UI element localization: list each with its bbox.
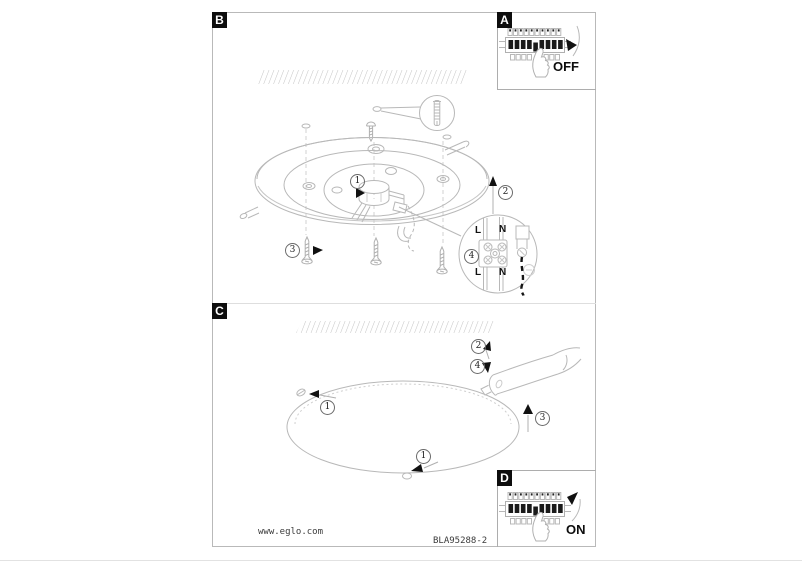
website-text: www.eglo.com [258, 527, 324, 537]
switch-off-arrow-icon [566, 26, 579, 56]
pressing-hand [489, 344, 582, 397]
spring-hook-right [445, 141, 469, 155]
step1-left-arrow-icon [309, 390, 319, 398]
wire-l-top-label: L [475, 225, 482, 236]
ceiling-hatch-b [256, 70, 468, 84]
mounting-screws [302, 237, 447, 274]
spring-hook-left [239, 207, 259, 220]
step2-arrow-icon [489, 176, 497, 214]
step-1-badge-c-left: 1 [320, 400, 335, 415]
step-2-badge-c: 2 [471, 339, 486, 354]
panel-d-label: D [497, 470, 512, 486]
panel-a-label: A [497, 12, 512, 28]
wall-plug-icon [433, 101, 441, 126]
plug-hole-marker-left [302, 124, 310, 128]
wire-n-top-label: N [499, 224, 507, 235]
step-1-badge-c-bottom: 1 [416, 449, 431, 464]
glass-clip-left [296, 388, 307, 398]
wall-plug-callout [373, 96, 455, 131]
step-4-badge-wiring: 4 [464, 249, 479, 264]
screw-top-icon [367, 122, 376, 141]
glass-clip-bottom [403, 473, 412, 479]
document-code-text: BLA95288-2 [433, 536, 488, 546]
step3-arrow-icon [313, 246, 323, 255]
step-2-badge-b: 2 [498, 185, 513, 200]
wire-l-bottom-label: L [475, 267, 482, 278]
panel-c-label: C [212, 303, 227, 319]
step-1-badge-b: 1 [350, 174, 365, 189]
off-state-label: OFF [553, 59, 579, 74]
switch-on-arrow-icon [567, 492, 580, 521]
mounting-plate [239, 138, 489, 252]
on-state-label: ON [566, 522, 586, 537]
wire-n-bottom-label: N [499, 267, 507, 278]
ceiling-hatch-c [296, 321, 495, 333]
breaker-panel-d [499, 493, 571, 542]
cable-hook-bottom [398, 226, 411, 241]
plug-hole-marker-right [443, 135, 451, 139]
step-4-badge-c: 4 [470, 359, 485, 374]
step-3-badge-c: 3 [535, 411, 550, 426]
step-3-badge-b: 3 [285, 243, 300, 258]
step3-up-arrow-icon [523, 404, 533, 414]
panel-b-label: B [212, 12, 227, 28]
